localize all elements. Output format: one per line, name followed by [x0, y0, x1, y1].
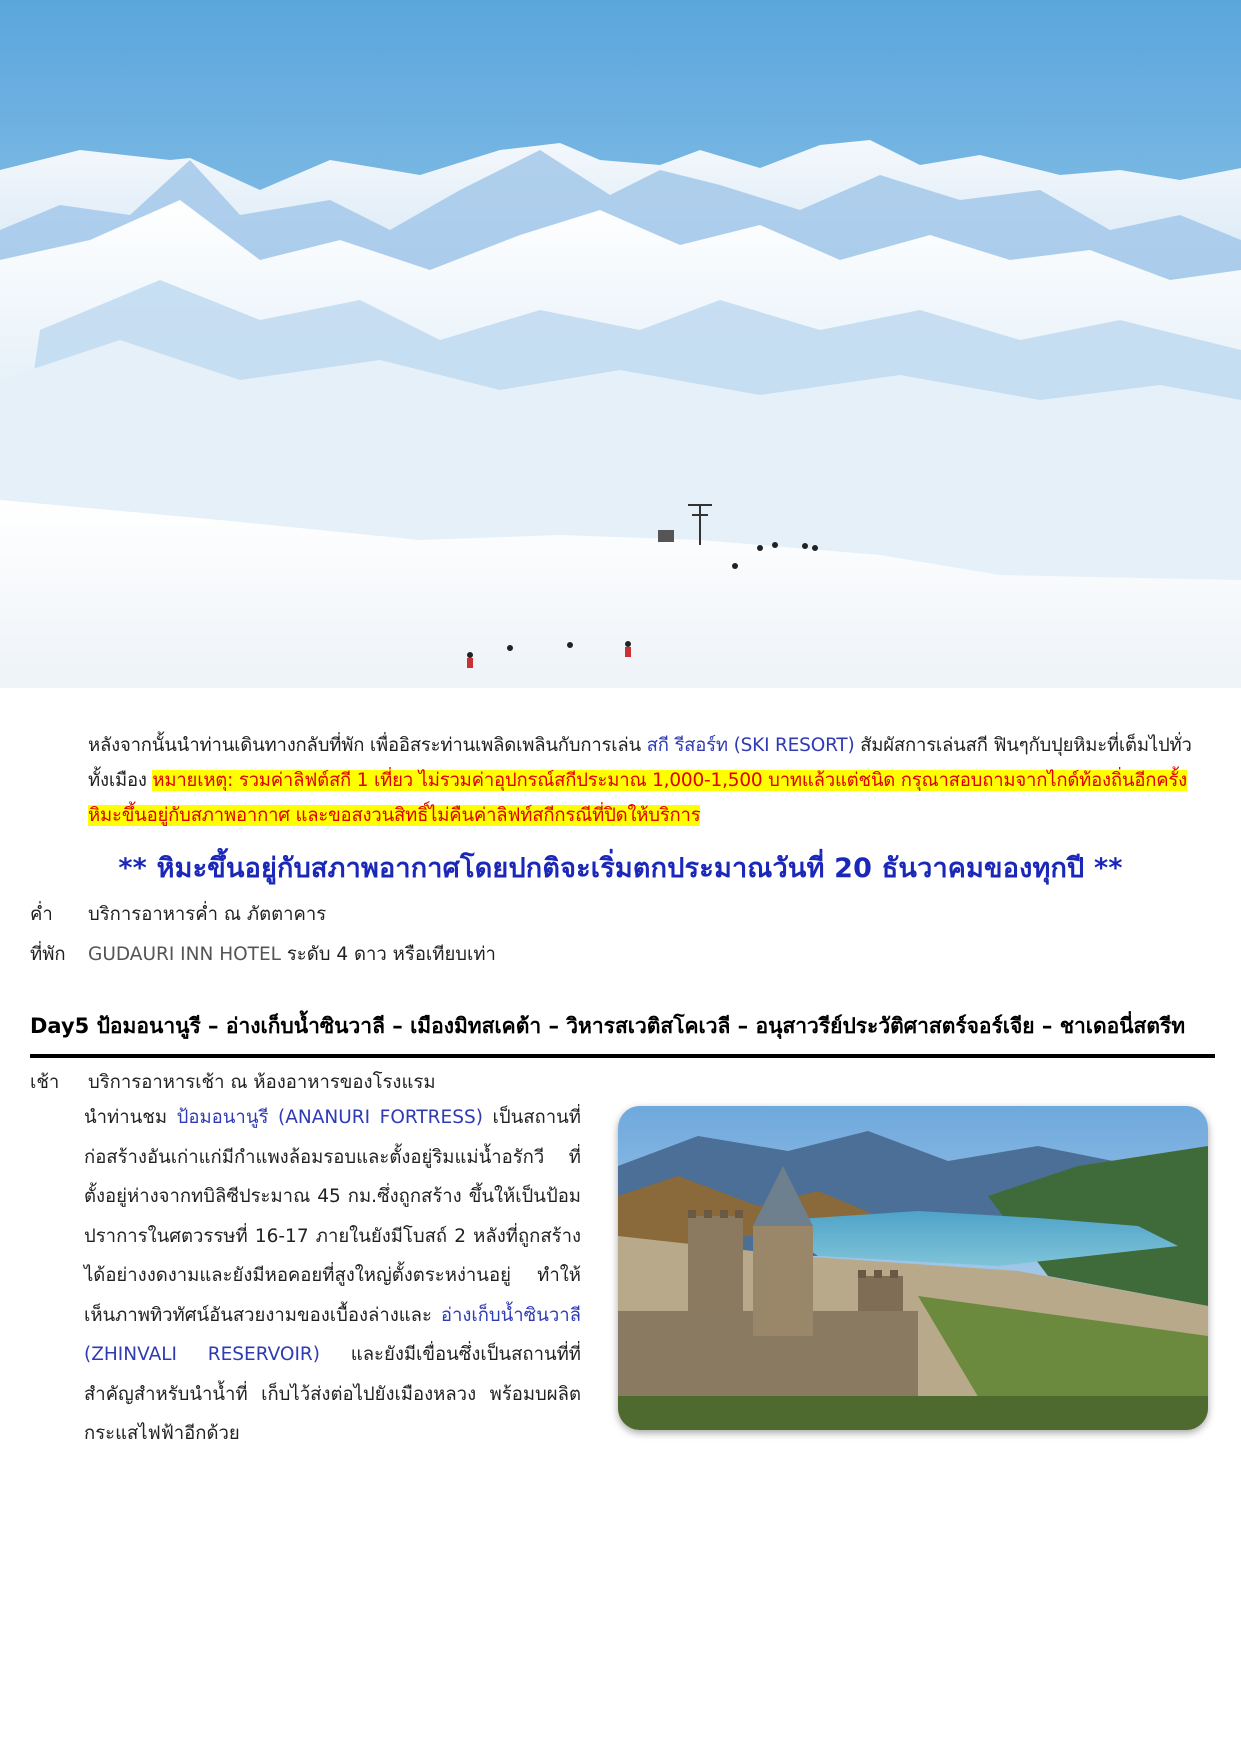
- dinner-text: บริการอาหารค่ำ ณ ภัตตาคาร: [88, 904, 327, 925]
- breakfast-row: [30, 1068, 436, 1097]
- snow-notice-headline: ** หิมะขึ้นอยู่กับสภาพอากาศโดยปกติจะเริ่มตกประมาณวันที่ 20 ธันวาคมของทุกปี **: [118, 853, 1123, 884]
- ski-resort-photo: [0, 0, 1241, 688]
- ski-resort-highlight: สกี รีสอร์ท (SKI RESORT): [646, 735, 855, 756]
- zhinvali-highlight: อ่างเก็บน้ำซินวาลี (ZHINVALI RESERVOIR): [84, 1304, 581, 1365]
- ananuri-paragraph: [84, 1098, 581, 1454]
- ananuri-end: และยังมีเขื่อนซึ่งเป็นสถานที่ที่สำคัญสำหรับนำน้ำที่ เก็บไว้ส่งต่อไปยังเมืองหลวง พร้อมบผลิตกระแสไฟฟ้าอีกด้วย: [84, 1344, 582, 1444]
- ski-resort-paragraph: [88, 728, 1212, 833]
- ananuri-highlight: ป้อมอนานูรี (ANANURI FORTRESS): [176, 1107, 483, 1128]
- breakfast-label: เช้า: [30, 1072, 60, 1093]
- section-divider: [30, 1054, 1215, 1058]
- ananuri-body: เป็นสถานที่ก่อสร้างอันเก่าแก่มีกำแพงล้อมรอบและตั้งอยู่ริมแม่น้ำอรักวี ที่ตั้งอยู่ห่างจากทบิลิซีประมาณ 45 กม.ซึ่งถูกสร้าง ขึ้นให้เป็นป้อมปราการในศตวรรษที่ 16-17 ภายในยังมีโบสถ์ 2 หลังที่ถูกสร้างได้อย่างงดงามและยังมีหอคอยที่สูงใหญ่ตั้งตระหง่านอยู่ ทำให้เห็นภาพทิวทัศน์อันสวยงามของเบื้องล่างและ: [84, 1107, 581, 1326]
- hotel-text: ระดับ 4 ดาว หรือเทียบเท่า: [280, 944, 496, 965]
- dinner-label: ค่ำ: [30, 904, 53, 925]
- intro-text-after: สัมผัสการเล่นสกี ฟินๆกับปุยหิมะที่เต็มไปทั่วทั้งเมือง: [88, 735, 1192, 791]
- dinner-row: [30, 900, 326, 929]
- ananuri-intro: นำท่านชม: [84, 1107, 177, 1128]
- hotel-label: ที่พัก: [30, 944, 66, 965]
- breakfast-text: บริการอาหารเช้า ณ ห้องอาหารของโรงแรม: [88, 1072, 436, 1093]
- ananuri-fortress-photo: [618, 1106, 1208, 1430]
- hotel-name: GUDAURI INN HOTEL: [88, 944, 281, 965]
- hotel-row: [30, 940, 496, 969]
- day5-title: Day5 ป้อมอนานูรี – อ่างเก็บน้ำซินวาลี – เมืองมิทสเคต้า – วิหารสเวติสโคเวลี – อนุสาวรีย์ประวัติศาสตร์จอร์เจีย – ชาเดอนี่สตรีท: [30, 1014, 1186, 1038]
- remark-note: หมายเหตุ: รวมค่าลิฟต์สกี 1 เที่ยว ไม่รวมค่าอุปกรณ์สกีประมาณ 1,000-1,500 บาทแล้วแต่ชนิด กรุณาสอบถามจากไกด์ท้องถิ่นอีกครั้ง หิมะขึ้นอยู่กับสภาพอากาศ และขอสงวนสิทธิ์ไม่คืนค่าลิฟท์สกีกรณีที่ปิดให้บริการ: [88, 770, 1187, 826]
- intro-text: หลังจากนั้นนำท่านเดินทางกลับที่พัก เพื่ออิสระท่านเพลิดเพลินกับการเล่น: [88, 735, 647, 756]
